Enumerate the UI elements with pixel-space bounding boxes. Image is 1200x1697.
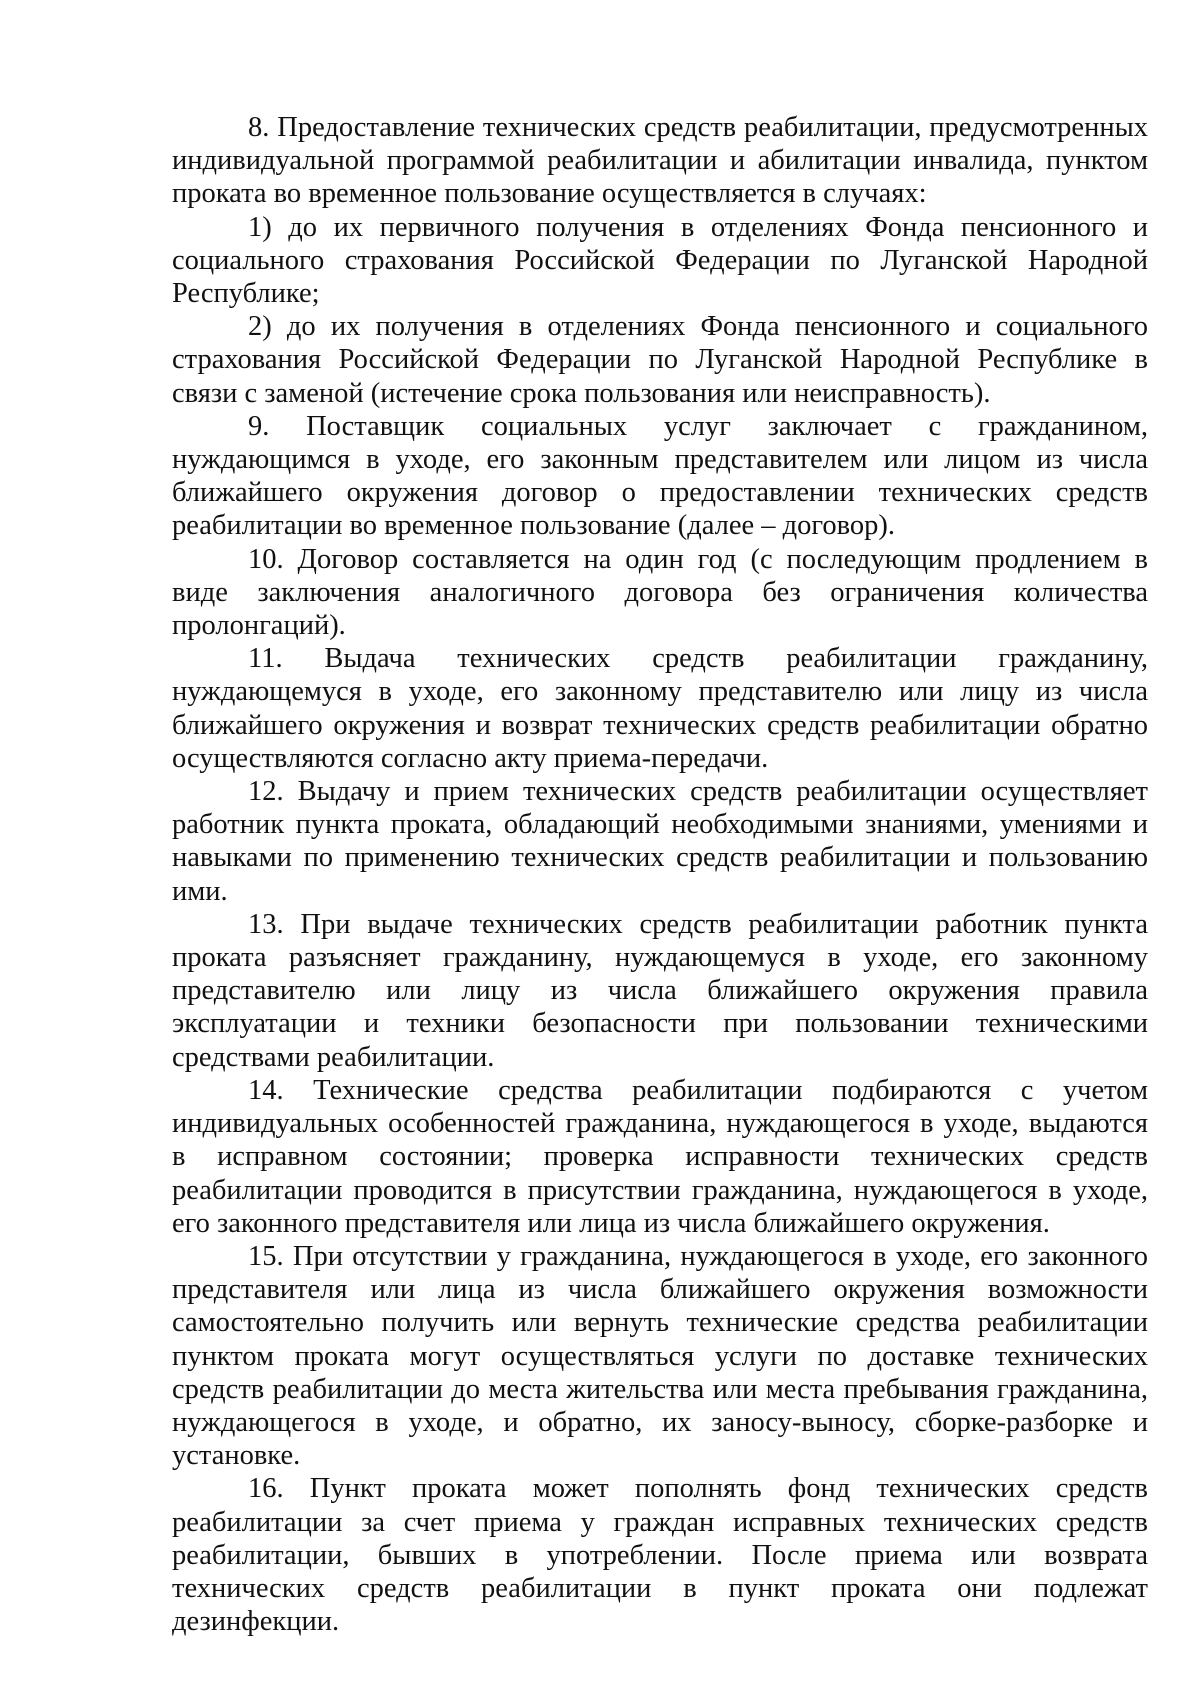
paragraph-item-13: 13. При выдаче технических средств реабилитации работник пункта проката разъясняет гражданину, нуждающемуся в уходе, его законному представителю или лицу из числа ближайшего окружения правила эксплуатации и техники безопасности при пользовании техническими средствами реабилитации. bbox=[172, 908, 1148, 1073]
paragraph-item-15: 15. При отсутствии у гражданина, нуждающегося в уходе, его законного представителя или лица из числа ближайшего окружения возможности самостоятельно получить или вернуть технические средства реабилитации пунктом проката могут осуществляться услуги по доставке технических средств реабилитации до места жительства или места пребывания гражданина, нуждающегося в уходе, и обратно, их заносу-выносу, сборке-разборке и установке. bbox=[172, 1240, 1148, 1472]
paragraph-item-12: 12. Выдачу и прием технических средств реабилитации осуществляет работник пункта проката, обладающий необходимыми знаниями, умениями и навыками по применению технических средств реабилитации и пользованию ими. bbox=[172, 776, 1148, 907]
paragraph-item-11: 11. Выдача технических средств реабилитации гражданину, нуждающемуся в уходе, его законному представителю или лицу из числа ближайшего окружения и возврат технических средств реабилитации обратно осуществляются согласно акту приема-передачи. bbox=[172, 643, 1148, 774]
paragraph-item-10: 10. Договор составляется на один год (с последующим продлением в виде заключения аналогичного договора без ограничения количества пролонгаций). bbox=[172, 543, 1148, 642]
paragraph-item-8: 8. Предоставление технических средств реабилитации, предусмотренных индивидуальной программой реабилитации и абилитации инвалида, пунктом проката во временное пользование осуществляется в случаях: bbox=[172, 112, 1148, 210]
document-body bbox=[172, 111, 1148, 1638]
paragraph-item-9: 9. Поставщик социальных услуг заключает с гражданином, нуждающимся в уходе, его законным представителем или лицом из числа ближайшего окружения договор о предоставлении технических средств реабилитации во временное пользование (далее – договор). bbox=[172, 410, 1148, 542]
paragraph-item-16: 16. Пункт проката может пополнять фонд технических средств реабилитации за счет приема у граждан исправных технических средств реабилитации, бывших в употреблении. После приема или возврата технических средств реабилитации в пункт проката они подлежат дезинфекции. bbox=[172, 1473, 1148, 1638]
paragraph-subitem-1: 1) до их первичного получения в отделениях Фонда пенсионного и социального страхования Российской Федерации по Луганской Народной Республике; bbox=[172, 211, 1148, 310]
paragraph-subitem-2: 2) до их получения в отделениях Фонда пенсионного и социального страхования Российской Федерации по Луганской Народной Республике в связи с заменой (истечение срока пользования или неисправность). bbox=[172, 311, 1148, 409]
paragraph-item-14: 14. Технические средства реабилитации подбираются с учетом индивидуальных особенностей гражданина, нуждающегося в уходе, выдаются в исправном состоянии; проверка исправности технических средств реабилитации проводится в присутствии гражданина, нуждающегося в уходе, его законного представителя или лица из числа ближайшего окружения. bbox=[172, 1074, 1148, 1239]
